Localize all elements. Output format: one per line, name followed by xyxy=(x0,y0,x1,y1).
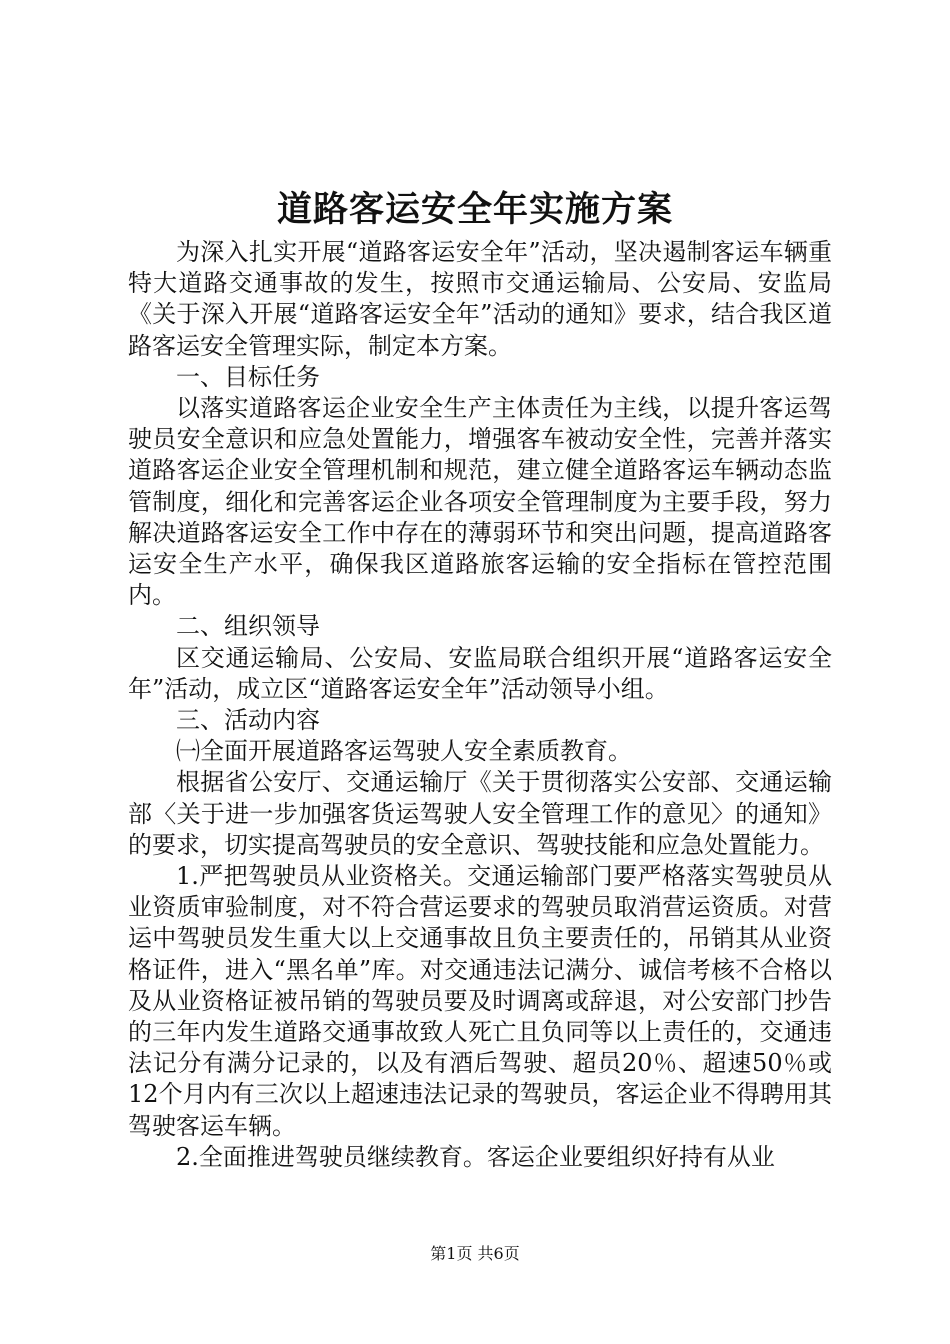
page-footer: 第1页 共6页 xyxy=(430,1244,520,1263)
paragraph-item-1: 1.严把驾驶员从业资格关。交通运输部门要严格落实驾驶员从业资质审验制度，对不符合营运要求的驾驶员取消营运资质。对营运中驾驶员发生重大以上交通事故且负主要责任的，吊销其从业资格证件，进入“黑名单”库。对交通违法记满分、诚信考核不合格以及从业资格证被吊销的驾驶员要及时调离或辞退，对公安部门抄告的三年内发生道路交通事故致人死亡且负同等以上责任的，交通违法记分有满分记录的，以及有酒后驾驶、超员20％、超速50％或12个月内有三次以上超速违法记录的驾驶员，客运企业不得聘用其驾驶客运车辆。 xyxy=(128,862,832,1140)
paragraph-goals: 以落实道路客运企业安全生产主体责任为主线，以提升客运驾驶员安全意识和应急处置能力，增强客车被动安全性，完善并落实道路客运企业安全管理机制和规范，建立健全道路客运车辆动态监管制度，细化和完善客运企业各项安全管理制度为主要手段，努力解决道路客运安全工作中存在的薄弱环节和突出问题，提高道路客运安全生产水平，确保我区道路旅客运输的安全指标在管控范围内。 xyxy=(128,394,832,610)
document-title: 道路客运安全年实施方案 xyxy=(276,189,673,230)
subsection-heading-education: ㈠全面开展道路客运驾驶人安全素质教育。 xyxy=(176,737,632,766)
section-heading-organization: 二、组织领导 xyxy=(176,612,320,641)
paragraph-item-2: 2.全面推进驾驶员继续教育。客运企业要组织好持有从业 xyxy=(176,1142,775,1171)
paragraph-organization: 区交通运输局、公安局、安监局联合组织开展“道路客运安全年”活动，成立区“道路客运安全年”活动领导小组。 xyxy=(128,643,832,703)
paragraph-intro: 为深入扎实开展“道路客运安全年”活动，坚决遏制客运车辆重特大道路交通事故的发生，按照市交通运输局、公安局、安监局《关于深入开展“道路客运安全年”活动的通知》要求，结合我区道路客运安全管理实际，制定本方案。 xyxy=(128,238,832,360)
section-heading-activities: 三、活动内容 xyxy=(176,706,320,735)
paragraph-education: 根据省公安厅、交通运输厅《关于贯彻落实公安部、交通运输部〈关于进一步加强客货运驾驶人安全管理工作的意见〉的通知》的要求，切实提高驾驶员的安全意识、驾驶技能和应急处置能力。 xyxy=(128,768,832,859)
section-heading-goals: 一、目标任务 xyxy=(176,362,320,391)
document-body xyxy=(128,237,832,1173)
